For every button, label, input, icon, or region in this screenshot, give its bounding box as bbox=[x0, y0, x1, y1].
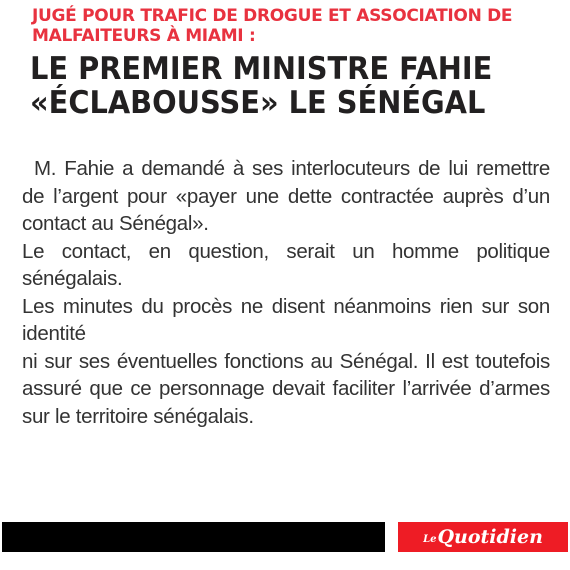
kicker-line-2: MALFAITEURS À MIAMI : bbox=[32, 26, 256, 46]
article-headline bbox=[30, 52, 514, 120]
body-paragraph-4: ni sur ses éventuelles fonctions au Sénégal. Il est toutefois assuré que ce personnage devait faciliter l’arrivée d’armes sur le territoire sénégalais. bbox=[22, 349, 550, 428]
le-quotidien-logo bbox=[398, 522, 568, 552]
logo-prefix: Le bbox=[423, 533, 437, 545]
article-body bbox=[22, 155, 550, 430]
body-paragraph-2: Le contact, en question, serait un homme politique sénégalais. bbox=[22, 239, 550, 290]
body-paragraph-3: Les minutes du procès ne disent néanmoins rien sur son identité bbox=[22, 294, 550, 345]
headline-line-1: LE PREMIER MINISTRE FAHIE bbox=[30, 51, 493, 87]
logo-name: Quotidien bbox=[437, 526, 543, 548]
kicker-line-1: JUGÉ POUR TRAFIC DE DROGUE ET ASSOCIATION DE bbox=[32, 6, 513, 26]
footer-black-bar bbox=[2, 522, 385, 552]
body-paragraph-1: M. Fahie a demandé à ses interlocuteurs de lui remettre de l’argent pour «payer une dette contractée auprès d’un contact au Sénégal». bbox=[22, 157, 550, 235]
article-kicker bbox=[32, 6, 532, 46]
headline-line-2: «ÉCLABOUSSE» LE SÉNÉGAL bbox=[30, 85, 486, 121]
